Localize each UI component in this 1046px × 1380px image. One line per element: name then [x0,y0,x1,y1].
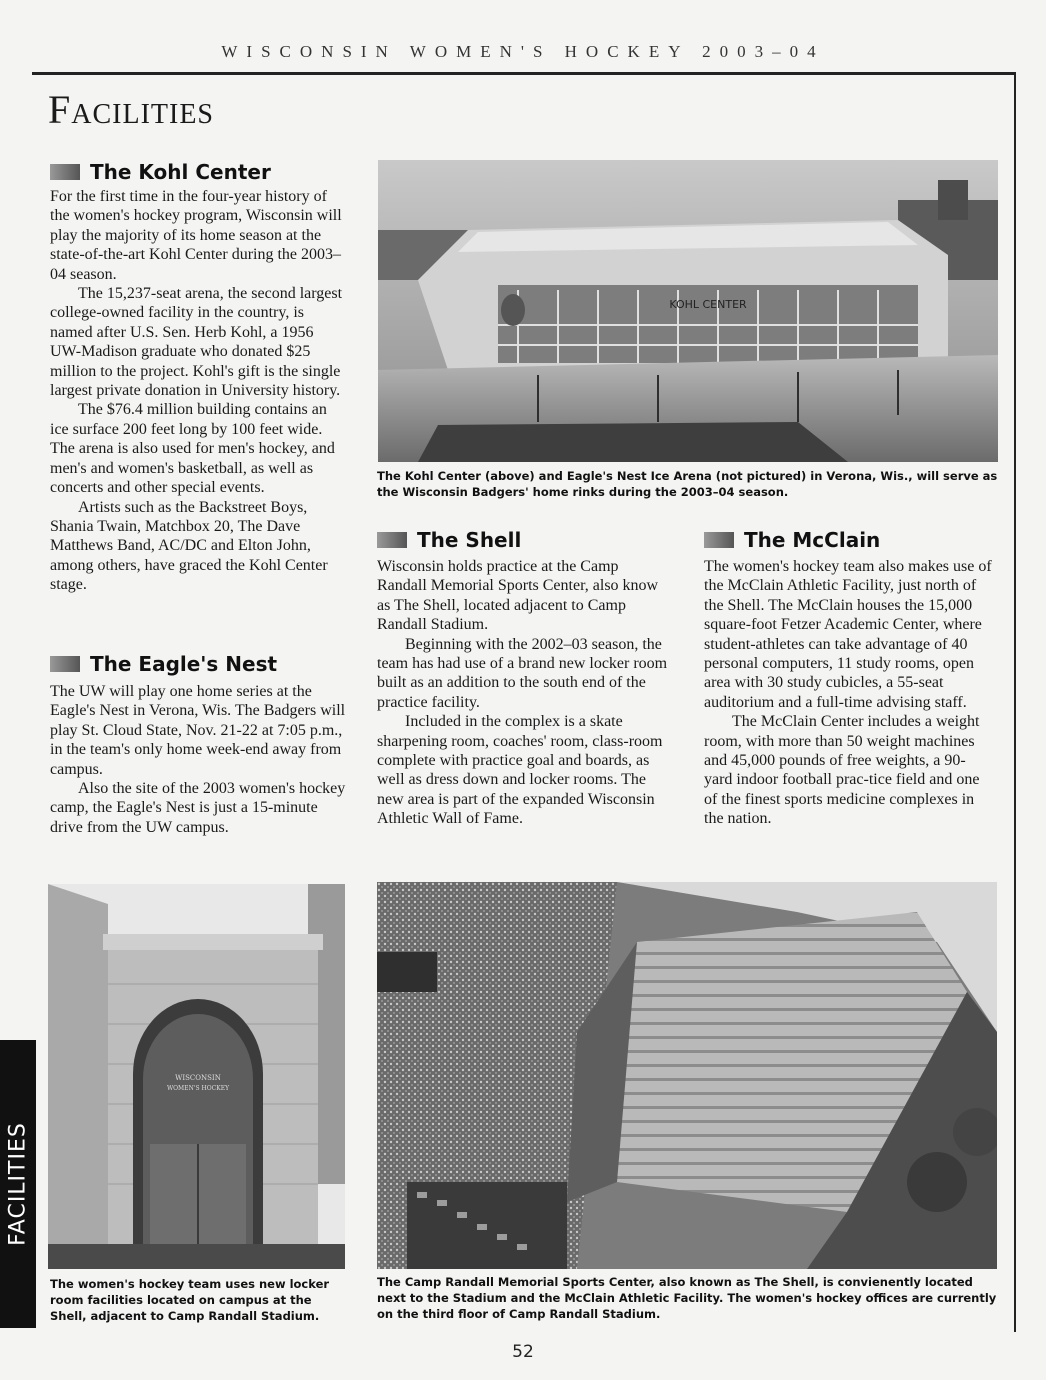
mcclain-heading [704,528,880,552]
eagles-nest-heading [50,652,277,676]
kohl-center-sign: KOHL CENTER [669,298,747,311]
kohl-center-caption: The Kohl Center (above) and Eagle's Nest Ice Arena (not pictured) in Verona, Wis., will serve as the Wisconsin Badgers' home rinks during the 2003–04 season. [377,469,998,499]
page-title: Facilities [48,87,214,132]
eagles-paragraph-1: The UW will play one home series at the Eagle's Nest in Verona, Wis. The Badgers will play St. Cloud State, Nov. 21-22 at 7:05 p.m., in the team's only home week-end away from campus. [50,683,346,778]
kohl-center-photo [378,160,998,462]
shell-aerial-photo [377,882,997,1269]
eagles-nest-heading-text: The Eagle's Nest [90,652,278,676]
heading-marker-icon [377,532,407,548]
kohl-center-heading [50,160,271,184]
page-number: 52 [512,1342,534,1362]
eagles-paragraph-2: Also the site of the 2003 women's hockey camp, the Eagle's Nest is just a 15-minute drive from the UW campus. [50,780,346,836]
shell-paragraph-3: Included in the complex is a skate sharpening room, coaches' room, class-room complete with practice goal and boards, as well as dress down and locker rooms. The new area is part of the expanded Wisconsin Athletic Wall of Fame. [377,713,663,828]
running-head: WISCONSIN WOMEN'S HOCKEY 2003–04 [221,42,825,61]
right-rule [1014,72,1016,1332]
mcclain-heading-text: The McClain [744,528,881,552]
heading-marker-icon [704,532,734,548]
mcclain-body [704,557,992,829]
shell-heading-text: The Shell [417,528,522,552]
top-rule [32,72,1016,75]
locker-sign-line-2: WOMEN'S HOCKEY [166,1085,230,1092]
kohl-paragraph-1: For the first time in the four-year history of the women's hockey program, Wisconsin will play the majority of its home season at the state-of-the-art Kohl Center during the 2003–04 season. [50,188,342,283]
heading-marker-icon [50,656,80,672]
shell-body [377,557,669,829]
mcclain-paragraph-1: The women's hockey team also makes use of the McClain Athletic Facility, just north of the Shell. The McClain houses the 15,000 square-foot Fetzer Academic Center, where student-athletes can take advantage of 40 personal computers, 11 study rooms, open area with 30 study cubicles, a 55-seat auditorium and a full-time advising staff. [704,558,992,711]
shell-heading [377,528,521,552]
shell-paragraph-2: Beginning with the 2002–03 season, the team has had use of a brand new locker room built as an addition to the south end of the practice facility. [377,635,668,711]
shell-aerial-caption: The Camp Randall Memorial Sports Center, also known as The Shell, is convienently located next to the Stadium and the McClain Athletic Facility. The women's hockey offices are currently on the third floor of Camp Randall Stadium. [377,1275,997,1321]
side-tab-label: FACILITIES [5,1122,31,1246]
heading-marker-icon [50,164,80,180]
kohl-paragraph-3: The $76.4 million building contains an ice surface 200 feet long by 100 feet wide. The arena is also used for men's hockey, and men's and women's basketball, as well as concerts and other special events. [50,401,335,497]
mcclain-paragraph-2: The McClain Center includes a weight room, with more than 50 weight machines and 45,000 pounds of free weights, a 90-yard indoor football prac-tice field and one of the finest sports medicine complexes in the nation. [704,713,980,828]
locker-sign-line-1: WISCONSIN [175,1074,221,1082]
kohl-paragraph-4: Artists such as the Backstreet Boys, Shania Twain, Matchbox 20, The Dave Matthews Band, AC/DC and Elton John, among others, have graced the Kohl Center stage. [50,498,328,594]
locker-room-caption: The women's hockey team uses new locker room facilities located on campus at the Shell, adjacent to Camp Randall Stadium. [50,1277,330,1323]
locker-room-photo [48,884,345,1269]
eagles-nest-body [50,682,346,837]
kohl-paragraph-2: The 15,237-seat arena, the second largest college-owned facility in the country, is named after U.S. Sen. Herb Kohl, a 1956 UW-Madison graduate who donated $25 million to the project. Kohl's gift is the single largest private donation in University history. [50,285,343,400]
section-side-tab [0,1040,36,1328]
shell-paragraph-1: Wisconsin holds practice at the Camp Randall Memorial Sports Center, also know as The Shell, located adjacent to Camp Randall Stadium. [377,558,659,634]
kohl-center-body [50,187,346,595]
kohl-center-heading-text: The Kohl Center [90,160,271,184]
